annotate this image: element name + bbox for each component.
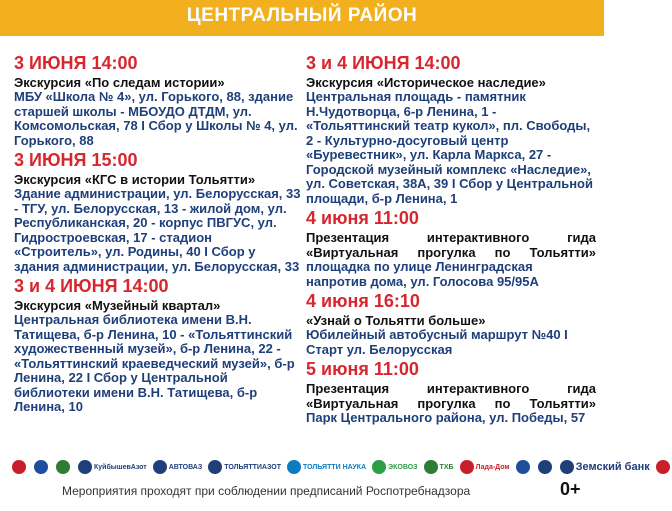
event-title: Экскурсия «КГС в истории Тольятти»: [14, 172, 256, 187]
event-title: «Узнай о Тольятти больше»: [306, 313, 486, 328]
sponsor-logo-mark: [12, 460, 26, 474]
sponsor-logo-mark: [34, 460, 48, 474]
sponsor-logo: [208, 458, 281, 476]
sponsor-logo-mark: [656, 460, 670, 474]
sponsor-logo: [34, 458, 50, 476]
event-description: Здание администрации, ул. Белорусская, 33 - ТГУ, ул. Белорусская, 13 - жилой дом, ул. Республиканская, 20 - корпус ПВГУС, ул. Гидростроевская, 17 - стадион «Строитель», ул. Родины, 40 I Сбор у здания администрации, ул. Белорусская, 33: [14, 186, 301, 274]
sponsor-logo-mark: [208, 460, 222, 474]
sponsor-logo-label: ЭКОВОЗ: [388, 463, 418, 471]
event-title: Экскурсия «Историческое наследие»: [306, 75, 546, 90]
event-block: [306, 54, 596, 206]
sponsor-logo-label: ТОЛЬЯТТИ НАУКА: [302, 463, 367, 471]
event-title: Экскурсия «Музейный квартал»: [14, 298, 221, 313]
event-block: [306, 209, 596, 289]
sponsor-logos: [12, 456, 650, 478]
sponsor-logo-mark: [153, 460, 167, 474]
sponsor-logo: [56, 458, 72, 476]
event-block: [306, 292, 596, 357]
event-date: 3 и 4 ИЮНЯ 14:00: [14, 276, 169, 296]
header-banner: [0, 0, 604, 36]
event-title: Экскурсия «По следам истории»: [14, 75, 225, 90]
sponsor-logo-mark: [460, 460, 474, 474]
event-description: Центральная площадь - памятник Н.Чудотворца, 6-р Ленина, 1 - «Тольяттинский театр кукол», пл. Свободы, 2 - Культурно-досуговый центр «Буревестник», ул. Карла Маркса, 27 - Городской музейный комплекс «Наследие», ул. Советская, 38А, 39 I Сбор у Центральной площади, б-р Ленина, 1: [306, 89, 593, 206]
event-title: Презентация интерактивного гида «Виртуальная прогулка по Тольятти»: [306, 230, 596, 260]
sponsor-logo-mark: [78, 460, 92, 474]
sponsor-logo: [78, 458, 147, 476]
page-title: ЦЕНТРАЛЬНЫЙ РАЙОН: [186, 5, 418, 26]
sponsor-logo-label: Лада-Дом: [475, 463, 510, 471]
sponsor-logo: [460, 458, 510, 476]
left-column: [14, 54, 302, 418]
event-block: [14, 54, 302, 148]
sponsor-logo-label: Земский банк: [575, 461, 650, 473]
sponsor-logo: [372, 458, 417, 476]
event-description: Юбилейный автобусный маршрут №40 I Старт ул. Белорусская: [306, 327, 568, 357]
sponsor-logo-mark: [287, 460, 301, 474]
sponsor-logo: [424, 458, 454, 476]
sponsor-logo: [560, 458, 650, 476]
sponsor-logo-mark: [516, 460, 530, 474]
sponsor-logo-label: АВТОВАЗ: [168, 463, 203, 471]
sponsor-logo: [656, 458, 672, 476]
event-date: 3 ИЮНЯ 14:00: [14, 53, 138, 73]
age-rating: 0+: [560, 479, 581, 499]
event-description: МБУ «Школа № 4», ул. Горького, 88, здание старшей школы - МБОУДО ДТДМ, ул. Комсомольская, 78 I Сбор у Школы № 4, ул. Горького, 88: [14, 89, 298, 148]
event-description: площадка по улице Ленинградская напротив дома, ул. Голосова 95/95А: [306, 259, 539, 289]
event-block: [14, 151, 302, 274]
event-block: [306, 360, 596, 426]
sponsor-logo-mark: [424, 460, 438, 474]
sponsor-logo-mark: [56, 460, 70, 474]
event-date: 3 и 4 ИЮНЯ 14:00: [306, 53, 461, 73]
event-date: 4 июня 16:10: [306, 291, 420, 311]
sponsor-logo: [12, 458, 28, 476]
footer-notice: Мероприятия проходят при соблюдении предписаний Роспотребнадзора: [62, 484, 471, 498]
event-date: 4 июня 11:00: [306, 208, 419, 228]
event-title: Презентация интерактивного гида «Виртуальная прогулка по Тольятти»: [306, 381, 596, 411]
sponsor-logo-mark: [538, 460, 552, 474]
sponsor-logo: [153, 458, 203, 476]
event-description: Центральная библиотека имени В.Н. Татищева, б-р Ленина, 10 - «Тольяттинский художественный музей», б-р Ленина, 22 - «Тольяттинский краеведческий музей», б-р Ленина, 22 I Сбор у Центральной библиотеки имени В.Н. Татищева, б-р Ленина, 10: [14, 312, 295, 414]
event-block: [14, 277, 302, 415]
event-date: 5 июня 11:00: [306, 359, 419, 379]
sponsor-logo-label: ТХБ: [439, 463, 454, 471]
sponsor-logo: [287, 458, 366, 476]
right-column: [306, 54, 596, 429]
sponsor-logo-label: КуйбышевАзот: [94, 463, 147, 471]
sponsor-logo-mark: [372, 460, 386, 474]
event-description: Парк Центрального района, ул. Победы, 57: [306, 410, 586, 425]
sponsor-logo-mark: [560, 460, 574, 474]
event-date: 3 ИЮНЯ 15:00: [14, 150, 138, 170]
sponsor-logo-label: ТОЛЬЯТТИАЗОТ: [224, 463, 281, 471]
sponsor-logo: [516, 458, 532, 476]
sponsor-logo: [538, 458, 554, 476]
